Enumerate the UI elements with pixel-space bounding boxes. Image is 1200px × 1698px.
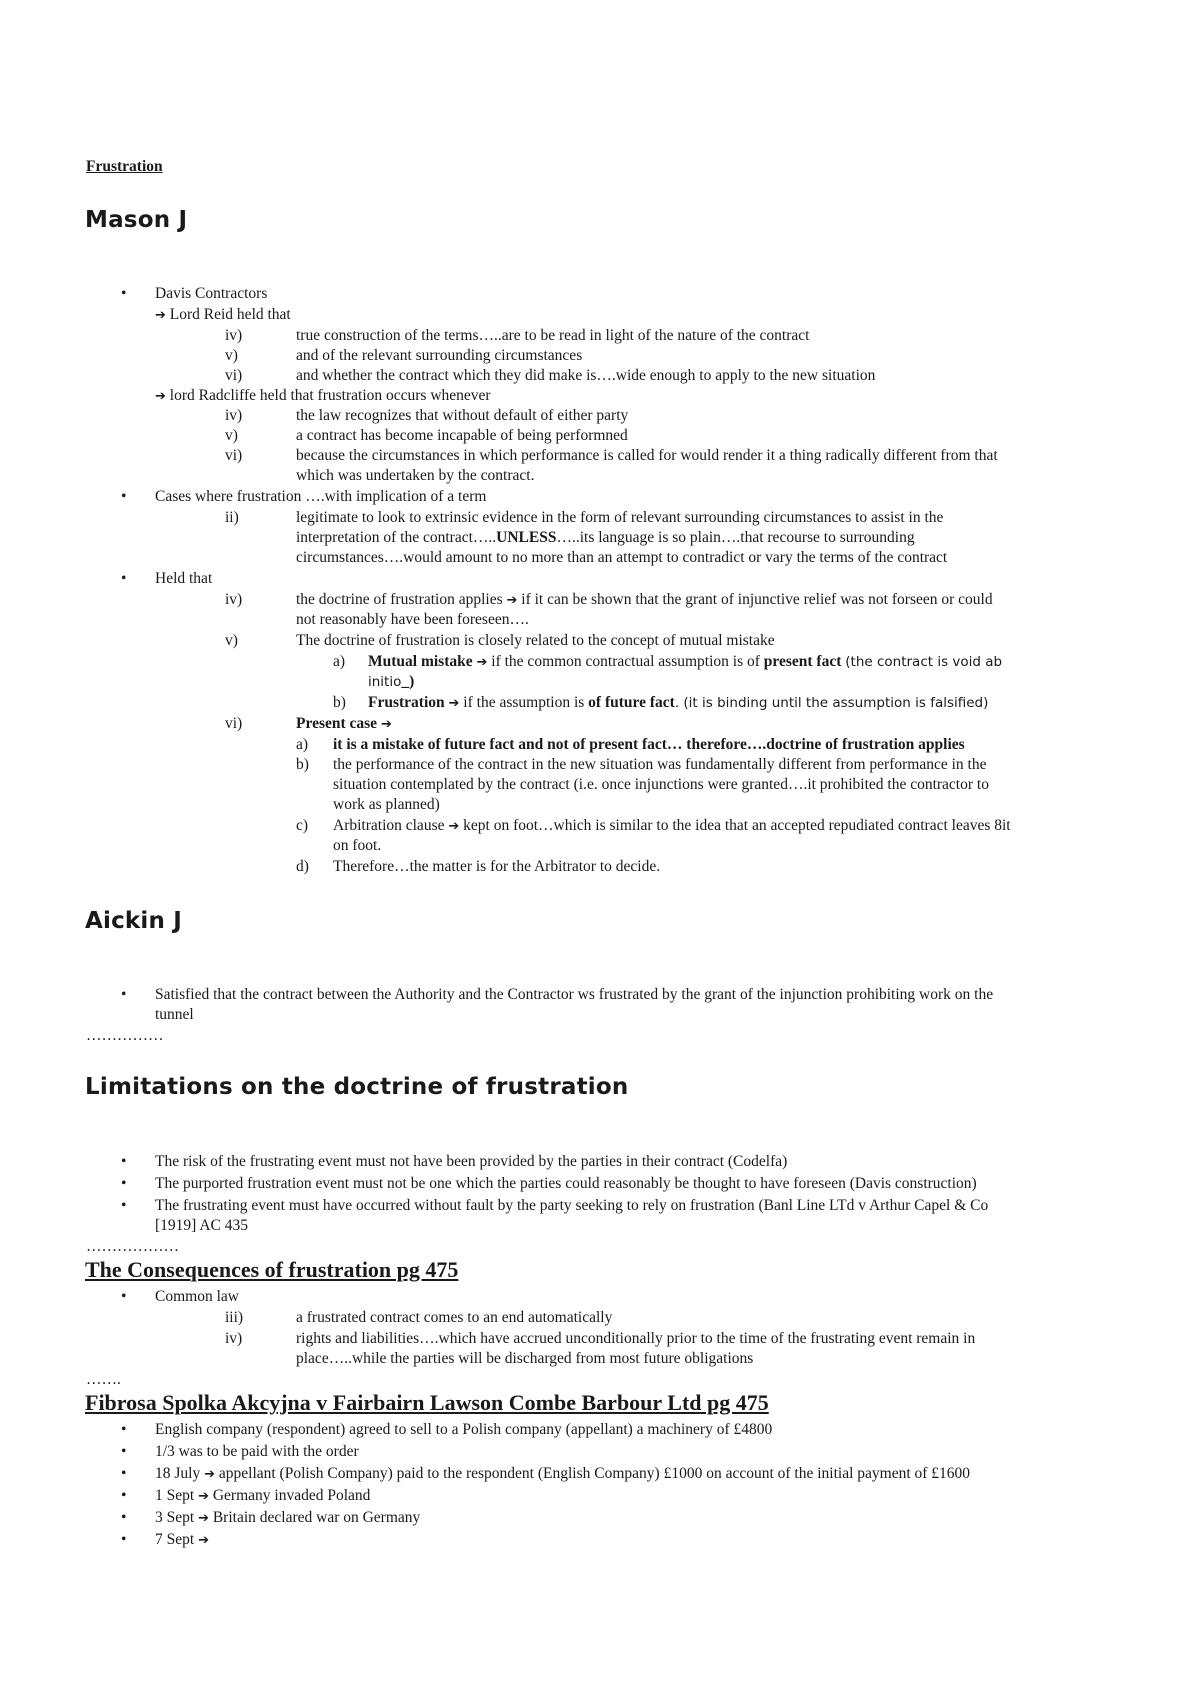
list-number: iv) [225, 1330, 243, 1347]
list-item-continuation: interpretation of the contract…..UNLESS…..its language is so plain….that recourse to surrounding [296, 529, 915, 546]
list-item: The frustrating event must have occurred without fault by the party seeking to rely on frustration (Banl Line LTd v Arthur Capel & Co [155, 1197, 989, 1214]
list-item: and of the relevant surrounding circumstances [296, 347, 583, 364]
list-item: The purported frustration event must not be one which the parties could reasonably be thought to have foreseen (Davis construction) [155, 1175, 977, 1192]
list-number: iv) [225, 591, 243, 608]
list-item: Common law [155, 1288, 239, 1305]
list-item: 7 Sept ➔ [155, 1531, 209, 1548]
list-letter: d) [296, 858, 309, 875]
list-item: Davis Contractors [155, 285, 268, 302]
list-item: the performance of the contract in the new situation was fundamentally different from performance in the [333, 756, 987, 773]
arrow-icon: ➔ [204, 1467, 215, 1482]
separator-dots: ……………… [86, 1238, 179, 1255]
list-item: Cases where frustration ….with implication of a term [155, 488, 487, 505]
list-item: rights and liabilities….which have accrued unconditionally prior to the time of the frustrating event remain in [296, 1330, 976, 1347]
list-item: The risk of the frustrating event must not have been provided by the parties in their contract (Codelfa) [155, 1153, 788, 1170]
arrow-icon: ➔ [380, 717, 392, 732]
arrow-icon: ➔ [448, 696, 460, 711]
list-number: vi) [225, 715, 243, 732]
list-item: it is a mistake of future fact and not of present fact… therefore….doctrine of frustration applies [333, 736, 965, 753]
list-item: because the circumstances in which performance is called for would render it a thing radically different from that [296, 447, 998, 464]
list-number: iv) [225, 327, 243, 344]
list-number: vi) [225, 367, 243, 384]
heading-aickin-j: Aickin J [85, 908, 183, 934]
list-number: iv) [225, 407, 243, 424]
arrow-icon: ➔ [198, 1533, 209, 1548]
list-number: iii) [225, 1309, 244, 1326]
list-item: and whether the contract which they did make is….wide enough to apply to the new situation [296, 367, 876, 384]
bullet: • [121, 1153, 127, 1170]
list-item: the law recognizes that without default of either party [296, 407, 629, 424]
list-number: ii) [225, 509, 239, 526]
heading-limitations: Limitations on the doctrine of frustration [85, 1074, 629, 1100]
arrow-icon: ➔ [198, 1511, 209, 1526]
bullet: • [121, 1487, 127, 1504]
list-item-continuation: not reasonably have been foreseen…. [296, 611, 529, 628]
list-item: Held that [155, 570, 213, 587]
arrow-icon: ➔ [506, 593, 518, 608]
list-item: Satisfied that the contract between the Authority and the Contractor ws frustrated by the grant of the injunction prohibiting work on the [155, 986, 994, 1003]
heading-mason-j: Mason J [85, 207, 188, 233]
list-item: Arbitration clause ➔ kept on foot…which is similar to the idea that an accepted repudiated contract leaves 8it [333, 817, 1011, 834]
list-item: 3 Sept ➔ Britain declared war on Germany [155, 1509, 421, 1526]
list-item: a contract has become incapable of being performned [296, 427, 628, 444]
arrow-icon: ➔ [198, 1489, 209, 1504]
list-letter: b) [296, 756, 309, 773]
list-item-continuation: on foot. [333, 837, 382, 854]
list-number: v) [225, 427, 238, 444]
list-item-continuation: work as planned) [333, 796, 440, 813]
bullet: • [121, 570, 127, 587]
arrow-icon: ➔ [155, 308, 166, 323]
separator-dots: …………… [86, 1027, 164, 1044]
bullet: • [121, 1531, 127, 1548]
bullet: • [121, 1197, 127, 1214]
bullet: • [121, 1175, 127, 1192]
list-item-continuation: [1919] AC 435 [155, 1217, 248, 1234]
list-item-continuation: situation contemplated by the contract (i.e. once injunctions were granted….it prohibited the contractor to [333, 776, 989, 793]
list-item: Therefore…the matter is for the Arbitrator to decide. [333, 858, 661, 875]
heading-consequences: The Consequences of frustration pg 475 [85, 1257, 459, 1282]
list-item: 18 July ➔ appellant (Polish Company) paid to the respondent (English Company) £1000 on account of the initial payment of £1600 [155, 1465, 971, 1482]
list-letter: c) [296, 817, 309, 834]
list-item: 1 Sept ➔ Germany invaded Poland [155, 1487, 371, 1504]
page-title: Frustration [86, 158, 163, 175]
list-letter: b) [333, 694, 346, 711]
list-item: 1/3 was to be paid with the order [155, 1443, 359, 1460]
bullet: • [121, 1421, 127, 1438]
bullet: • [121, 986, 127, 1003]
list-item-continuation: initio_) [368, 673, 415, 690]
list-item: The doctrine of frustration is closely related to the concept of mutual mistake [296, 632, 775, 649]
list-item-continuation: place…..while the parties will be discharged from most future obligations [296, 1350, 754, 1367]
list-item: English company (respondent) agreed to sell to a Polish company (appellant) a machinery of £4800 [155, 1421, 773, 1438]
list-item: Frustration ➔ if the assumption is of future fact. (it is binding until the assumption is falsified) [368, 694, 989, 711]
list-item: legitimate to look to extrinsic evidence in the form of relevant surrounding circumstances to assist in the [296, 509, 944, 526]
list-number: v) [225, 632, 238, 649]
bullet: • [121, 1509, 127, 1526]
bullet: • [121, 1443, 127, 1460]
arrow-icon: ➔ [476, 655, 488, 670]
list-item-continuation: circumstances….would amount to no more than an attempt to contradict or vary the terms of the contract [296, 549, 948, 566]
arrow-icon: ➔ [155, 389, 166, 404]
list-number: vi) [225, 447, 243, 464]
list-letter: a) [333, 653, 346, 670]
list-item: Present case ➔ [296, 715, 392, 732]
arrow-icon: ➔ [448, 819, 460, 834]
list-item-continuation: tunnel [155, 1006, 194, 1023]
separator-dots: ……. [86, 1371, 121, 1388]
list-item: true construction of the terms…..are to be read in light of the nature of the contract [296, 327, 810, 344]
list-item: the doctrine of frustration applies ➔ if it can be shown that the grant of injunctive relief was not forseen or could [296, 591, 993, 608]
list-letter: a) [296, 736, 309, 753]
list-number: v) [225, 347, 238, 364]
bullet: • [121, 488, 127, 505]
heading-fibrosa-case: Fibrosa Spolka Akcyjna v Fairbairn Lawson Combe Barbour Ltd pg 475 [85, 1390, 769, 1415]
list-item-continuation: which was undertaken by the contract. [296, 467, 535, 484]
bullet: • [121, 1465, 127, 1482]
list-item: Mutual mistake ➔ if the common contractual assumption is of present fact (the contract is void ab [368, 653, 1003, 670]
list-item: a frustrated contract comes to an end automatically [296, 1309, 613, 1326]
bullet: • [121, 1288, 127, 1305]
bullet: • [121, 285, 127, 302]
list-item: ➔ lord Radcliffe held that frustration occurs whenever [155, 387, 491, 404]
list-item: ➔ Lord Reid held that [155, 306, 291, 323]
